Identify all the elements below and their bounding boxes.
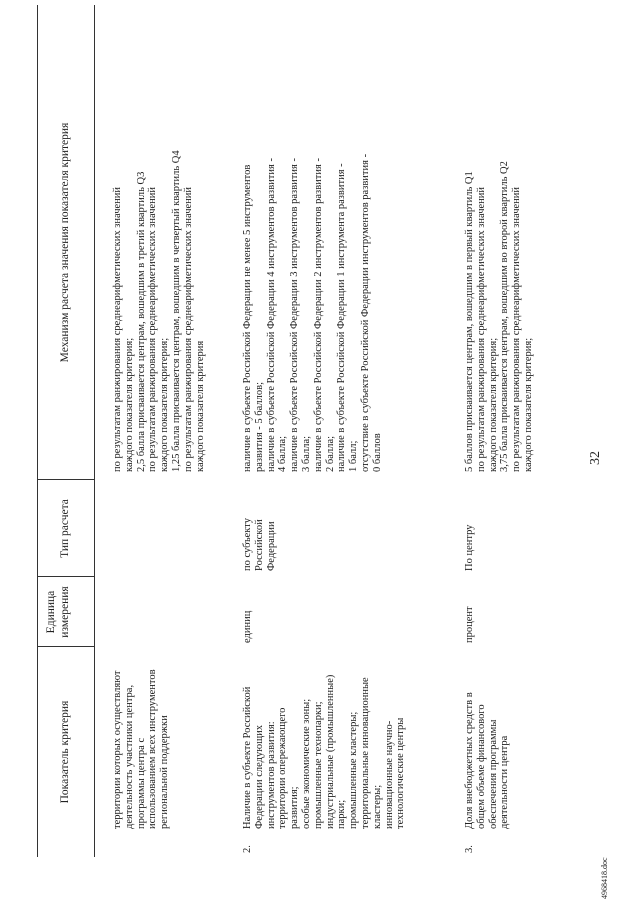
table-top-border xyxy=(37,5,38,857)
row1-mechanism: по результатам ранжирования среднеарифметических значений каждого показателя критерия; 2,5 балла присваивается центрам, вошедшим в третий квартиль Q3 по результатам ранжирования среднеарифметических значений каждого показателя критерия; 1,25 балла присваивается центрам, вошедшим в четвертый квартиль Q4 по результатам ранжирования среднеарифметических значений каждого показателя критерия xyxy=(112,150,206,472)
row3-number: 3. xyxy=(464,845,475,853)
header-mechanism: Механизм расчета значения показателя критерия xyxy=(59,122,71,363)
row2-calc-type: по субъекту Российской Федерации xyxy=(242,518,277,571)
header-calc-type: Тип расчета xyxy=(59,499,71,558)
page-number: 32 xyxy=(588,451,603,465)
row2-mechanism: наличие в субъекте Российской Федерации не менее 5 инструментов развития - 5 баллов; наличие в субъекте Российской Федерации 4 инструментов развития - 4 балла; наличие в субъекте Российской Федерации 3 инструментов развития - 3 балла; наличие в субъекте Российской Федерации 2 инструментов развития - 2 балла; наличие в субъекте Российской Федерации 1 инструмента развития - 1 балл; отсутствие в субъекте Российской Федерации инструментов развития - 0 баллов xyxy=(242,153,383,472)
row3-calc-type: По центру xyxy=(464,524,475,571)
row3-mechanism: 5 баллов присваивается центрам, вошедшим в первый квартиль Q1 по результатам ранжирования среднеарифметических значений каждого показателя критерия; 3,75 балла присваивается центрам, вошедшим во второй квартиль Q2 по результатам ранжирования среднеарифметических значений каждого показателя критерия; xyxy=(464,161,534,472)
row2-unit: единиц xyxy=(242,610,253,643)
row2-indicator: Наличие в субъекте Российской Федерации следующих инструментов развития: территории опережающего развития; особые экономические зоны; промышленные технопарки; индустриальные (промышленные) парки; промышленные кластеры; территориальные инновационные кластеры; инновационные научно- технологические центры xyxy=(242,674,407,829)
row1-indicator: территории которых осуществляют деятельность участники центра, программы центра с использованием всех инструментов региональной поддержки xyxy=(112,669,171,829)
footer-filename: 4968418.doc xyxy=(600,857,609,899)
row2-number: 2. xyxy=(242,845,253,853)
header-bottom-border xyxy=(94,5,95,857)
row3-unit: процент xyxy=(464,606,475,643)
header-unit: Единица измерения xyxy=(45,586,71,638)
header-indicator: Показатель критерия xyxy=(59,700,71,804)
row3-indicator: Доля внебюджетных средств в общем объеме финансового обеспечения программы деятельности центра xyxy=(464,692,511,829)
